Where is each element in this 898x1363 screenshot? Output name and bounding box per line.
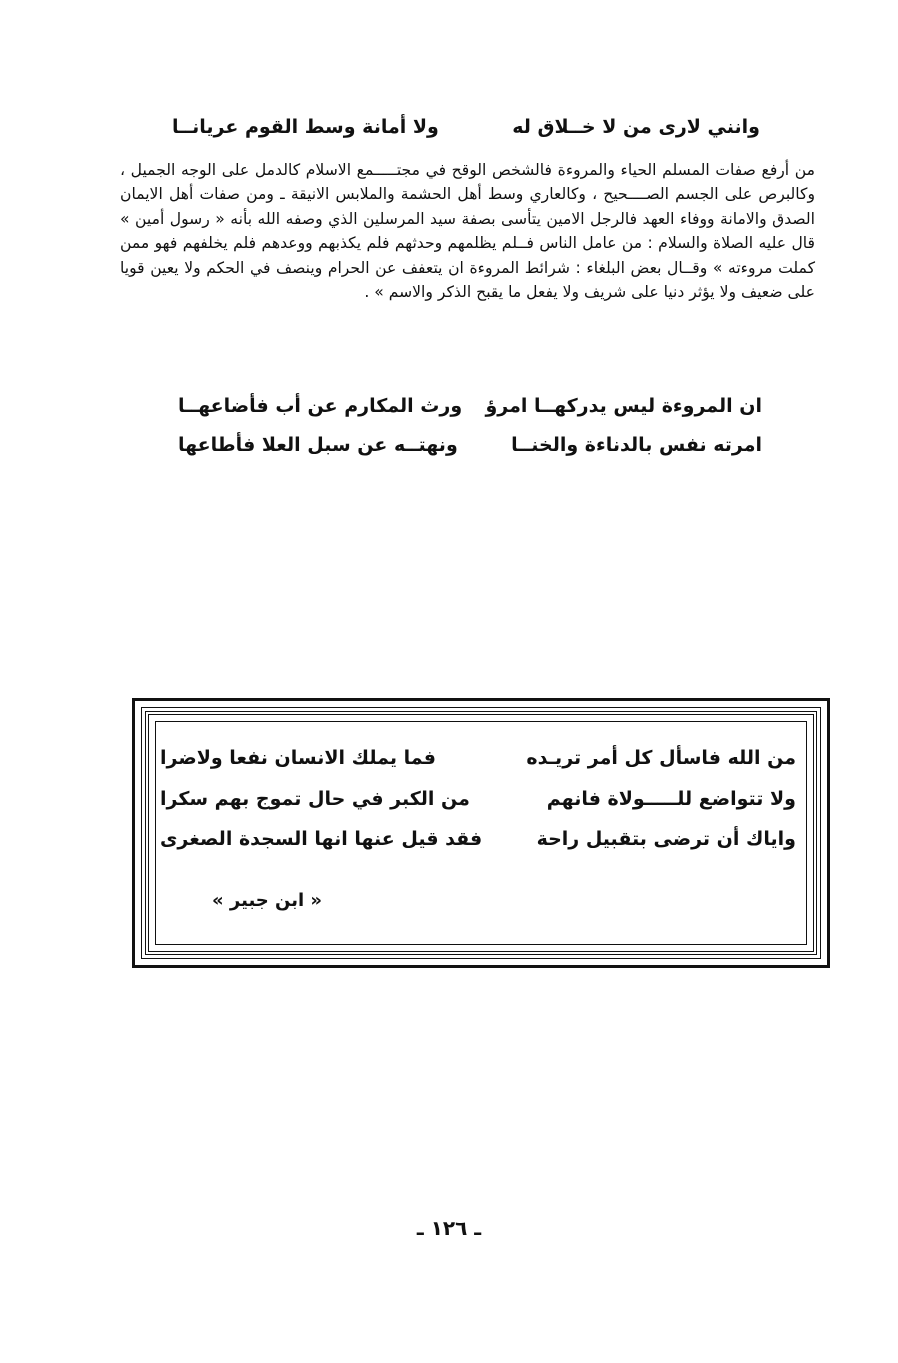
verse-second-hemistich: ونهتــه عن سبل العلا فأطاعها [178, 434, 458, 456]
verse-second-hemistich: ولا أمانة وسط القوم عريانــا [172, 116, 439, 138]
prose-paragraph: من أرفع صفات المسلم الحياء والمروءة فالشخص الوقح في مجتـــــمع الاسلام كالدمل على الوجه الجميل ، وكالبرص على الجسم الصــــحيح ، وكالعاري وسط أهل الحشمة والملابس الانيقة ـ ومن صفات أهل الايمان الصدق والامانة ووفاء العهد فالرجل الامين يتأسى بصفة سيد المرسلين الذي وصفه الله بأنه « رسول أمين » قال عليه الصلاة والسلام : من عامل الناس فــلم يظلمهم وحدثهم فلم يكذبهم ووعدهم فلم يخلفهم فهو ممن كملت مروءته » وقــال بعض البلغاء : شرائط المروءة ان يتعفف عن الحرام وينصف في الحكم ولا يعين قويا على ضعيف ولا يؤثر دنيا على شريف ولا يفعل ما يقبح الذكر والاسم » . [120, 161, 815, 302]
boxed-poem-line-2-second: من الكبر في حال تموج بهم سكرا [160, 788, 470, 810]
attribution: « ابن جبير » [212, 890, 323, 911]
verse-line-1 [178, 395, 762, 421]
boxed-poem-line-1-second: فما يملك الانسان نفعا ولاضرا [160, 747, 436, 769]
verse-first-hemistich: ان المروءة ليس يدركهــا امرؤ [485, 395, 762, 417]
verse-first-hemistich: امرته نفس بالدناءة والخنــا [511, 434, 762, 456]
boxed-poem-line-3-first: واياك أن ترضى بتقبيل راحة [536, 828, 796, 850]
verse-second-hemistich: ورث المكارم عن أب فأضاعهــا [178, 395, 463, 417]
page-number: ـ ١٢٦ ـ [416, 1216, 482, 1240]
boxed-poem-line-2-first: ولا تتواضع للـــــولاة فانهم [546, 788, 796, 810]
verse-line-2 [178, 434, 762, 460]
top-verse [172, 116, 760, 142]
verse-first-hemistich: وانني لارى من لا خــلاق له [512, 116, 760, 138]
boxed-poem-line-1-first: من الله فاسأل كل أمر تريـده [526, 747, 796, 769]
boxed-poem-line-3-second: فقد قيل عنها انها السجدة الصغرى [160, 828, 483, 850]
